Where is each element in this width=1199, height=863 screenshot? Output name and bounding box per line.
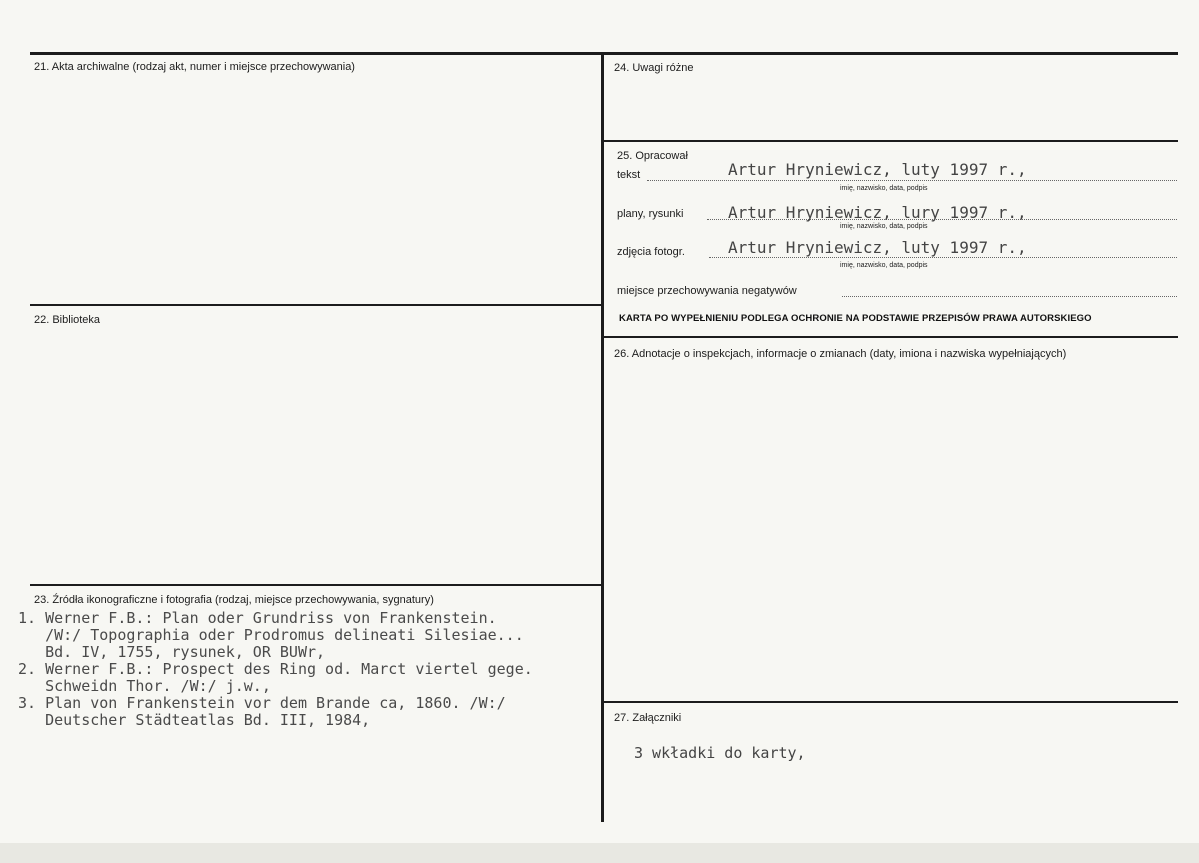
copyright-notice: KARTA PO WYPEŁNIENIU PODLEGA OCHRONIE NA PODSTAWIE PRZEPISÓW PRAWA AUTORSKIEGO — [619, 313, 1092, 324]
rule-21-22 — [30, 304, 604, 306]
section-22-label: 22. Biblioteka — [34, 314, 101, 326]
field-zdjecia-line — [709, 257, 1177, 258]
field-tekst-label: tekst — [617, 169, 641, 181]
source-line: 3. Plan von Frankenstein vor dem Brande ca, 1860. /W:/ — [18, 694, 506, 712]
top-rule — [30, 52, 1178, 55]
section-24-label: 24. Uwagi różne — [614, 62, 694, 74]
rule-22-23 — [30, 584, 604, 586]
rule-25-26 — [604, 336, 1178, 338]
source-line: Schweidn Thor. /W:/ j.w., — [18, 677, 271, 695]
negatives-line — [842, 296, 1177, 297]
field-tekst-value: Artur Hryniewicz, luty 1997 r., — [728, 160, 1027, 179]
field-plany-caption: imię, nazwisko, data, podpis — [840, 223, 928, 230]
section-25-label: 25. Opracował — [617, 150, 688, 162]
field-zdjecia-label: zdjęcia fotogr. — [617, 246, 685, 258]
source-line: Deutscher Städteatlas Bd. III, 1984, — [18, 711, 371, 729]
scan-edge — [0, 843, 1199, 863]
negatives-label: miejsce przechowywania negatywów — [617, 285, 797, 297]
center-divider — [601, 52, 604, 822]
section-21-label: 21. Akta archiwalne (rodzaj akt, numer i miejsce przechowywania) — [34, 61, 355, 73]
field-plany-value: Artur Hryniewicz, lury 1997 r., — [728, 203, 1027, 222]
source-line: /W:/ Topographia oder Prodromus delineati Silesiae... — [18, 626, 524, 644]
section-27-value: 3 wkładki do karty, — [634, 744, 806, 762]
field-tekst-line — [647, 180, 1177, 181]
section-27-label: 27. Załączniki — [614, 712, 682, 724]
source-line: 2. Werner F.B.: Prospect des Ring od. Marct viertel gege. — [18, 660, 533, 678]
source-line: 1. Werner F.B.: Plan oder Grundriss von Frankenstein. — [18, 609, 497, 627]
field-zdjecia-caption: imię, nazwisko, data, podpis — [840, 262, 928, 269]
section-26-label: 26. Adnotacje o inspekcjach, informacje o zmianach (daty, imiona i nazwiska wypełniających) — [614, 348, 1067, 360]
source-line: Bd. IV, 1755, rysunek, OR BUWr, — [18, 643, 326, 661]
rule-26-27 — [604, 701, 1178, 703]
rule-24-25 — [604, 140, 1178, 142]
field-zdjecia-value: Artur Hryniewicz, luty 1997 r., — [728, 238, 1027, 257]
field-tekst-caption: imię, nazwisko, data, podpis — [840, 185, 928, 192]
section-23-label: 23. Źródła ikonograficzne i fotografia (rodzaj, miejsce przechowywania, sygnatury) — [34, 594, 434, 606]
field-plany-label: plany, rysunki — [617, 208, 684, 220]
